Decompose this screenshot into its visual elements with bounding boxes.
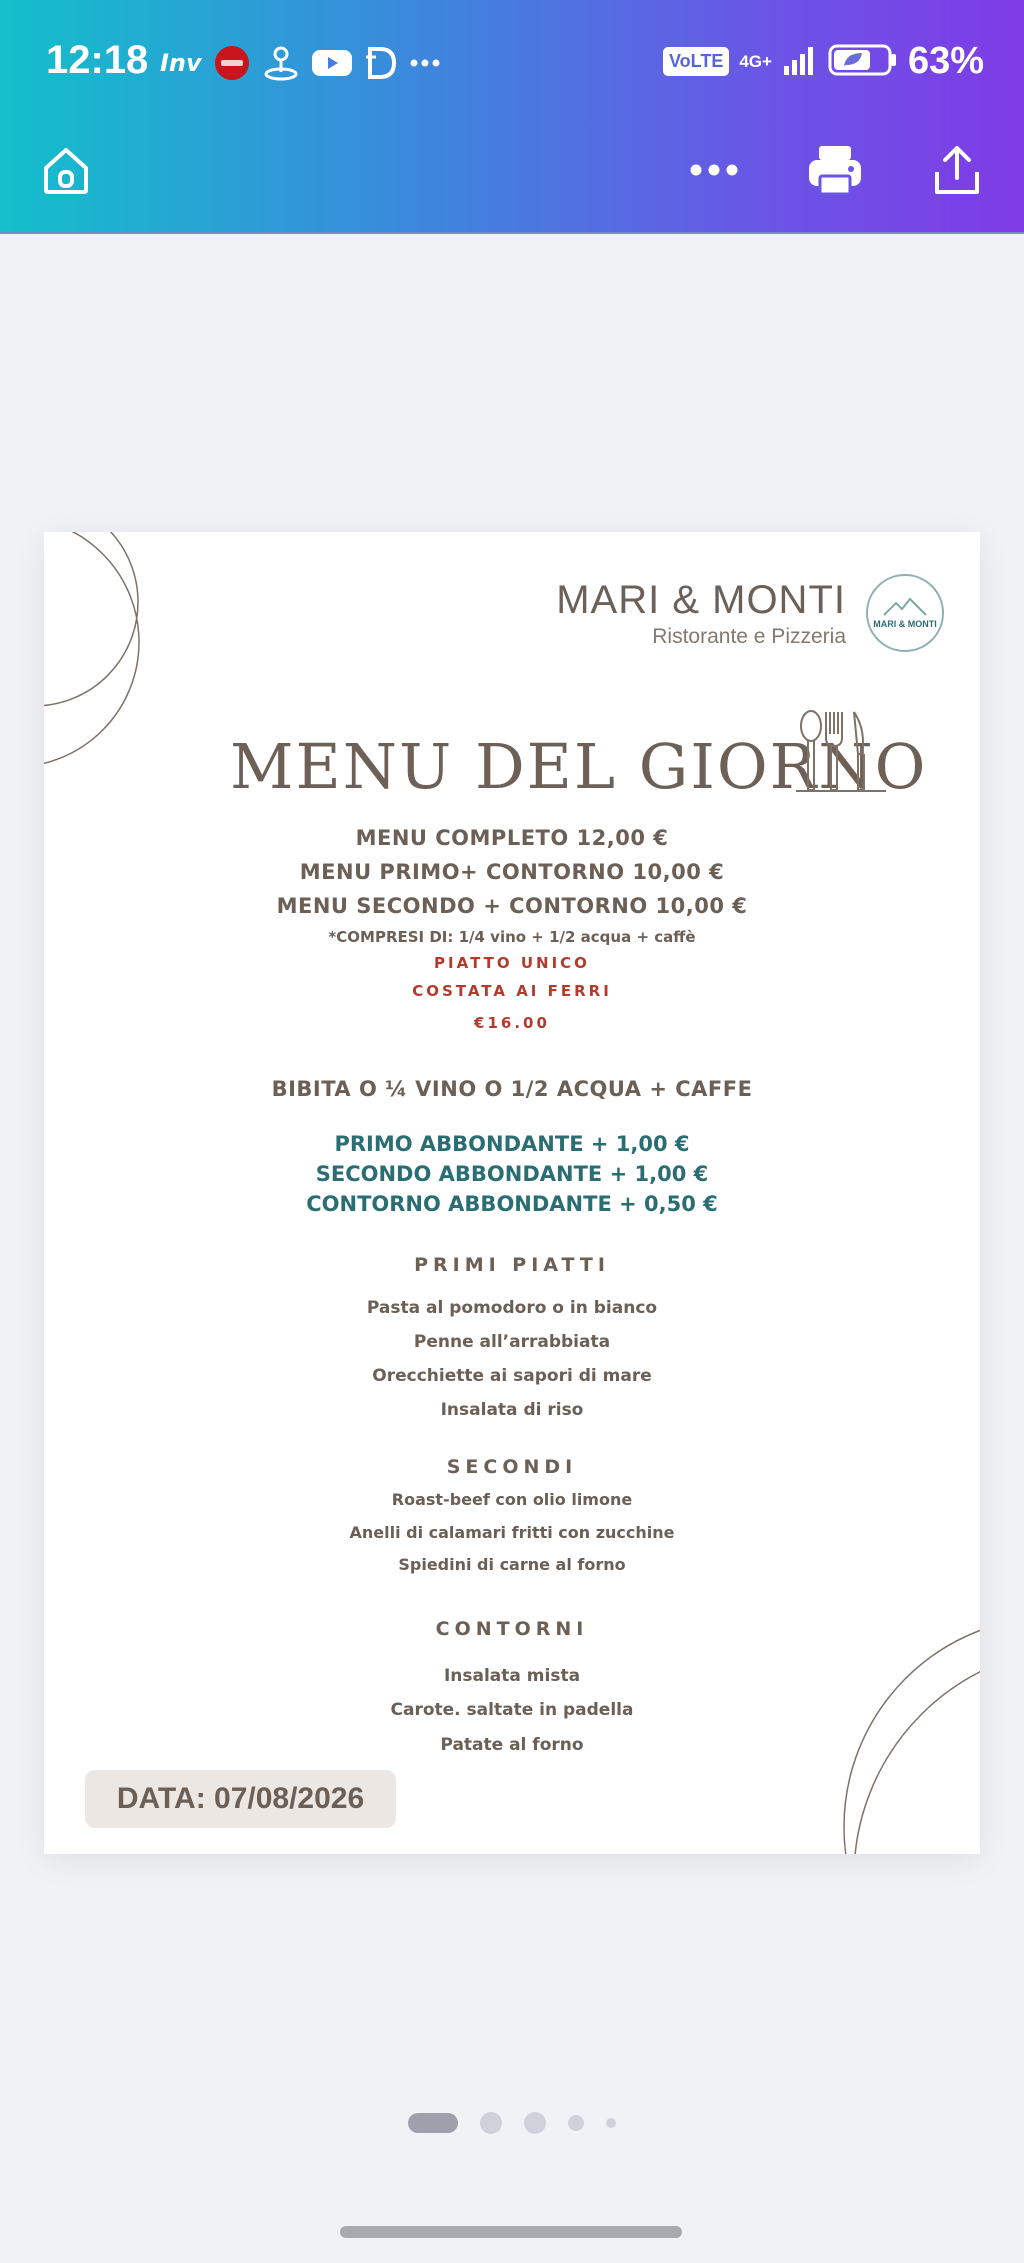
menu-primo-line: MENU PRIMO+ CONTORNO 10,00 € [299, 860, 725, 884]
print-button[interactable] [795, 130, 875, 210]
page-dot[interactable] [568, 2115, 584, 2131]
secondi-item: Spiedini di carne al forno [398, 1555, 626, 1574]
home-button[interactable] [26, 130, 106, 210]
menu-secondo-line: MENU SECONDO + CONTORNO 10,00 € [276, 894, 748, 918]
piatto-unico-price: €16.00 [474, 1014, 550, 1032]
primi-item: Orecchiette ai sapori di mare [372, 1366, 652, 1386]
secondi-item: Anelli di calamari fritti con zucchine [349, 1523, 675, 1542]
brand-logo [866, 574, 944, 652]
more-notifications-icon [410, 58, 440, 68]
brand-subtitle: Ristorante e Pizzeria [652, 625, 846, 648]
drink-line: BIBITA O ¼ VINO O 1/2 ACQUA + CAFFE [271, 1077, 753, 1101]
mountain-icon [882, 597, 928, 617]
primi-item: Penne all’arrabbiata [413, 1332, 611, 1352]
menu-title: MENU DEL GIORNO [230, 730, 928, 803]
share-button[interactable] [917, 130, 997, 210]
contorni-title: CONTORNI [435, 1618, 589, 1640]
home-icon [38, 142, 94, 198]
logo-text: MARI & MONTI [873, 619, 937, 629]
battery-icon [828, 43, 898, 81]
primi-item: Pasta al pomodoro o in bianco [366, 1298, 658, 1318]
carrier-label: Inv [160, 49, 202, 77]
secondi-title: SECONDI [446, 1456, 578, 1478]
contorni-item: Patate al forno [440, 1735, 584, 1755]
contorni-item: Insalata mista [443, 1666, 581, 1686]
status-notification-icons [160, 44, 440, 82]
secondi-item: Roast-beef con olio limone [391, 1490, 633, 1509]
youtube-icon [312, 48, 352, 78]
signal-icon [782, 44, 818, 80]
extra-secondo: SECONDO ABBONDANTE + 1,00 € [315, 1162, 709, 1186]
gesture-home-bar[interactable] [340, 2226, 682, 2238]
menu-completo-line: MENU COMPLETO 12,00 € [355, 826, 669, 850]
date-badge: DATA: 07/08/2026 [85, 1770, 396, 1828]
contorni-item: Carote. saltate in padella [390, 1700, 634, 1720]
extra-contorno: CONTORNO ABBONDANTE + 0,50 € [306, 1192, 718, 1216]
brand-name: MARI & MONTI [556, 578, 846, 622]
more-icon [686, 160, 742, 180]
cutlery-icon [796, 710, 886, 794]
piatto-unico-label: PIATTO UNICO [434, 954, 590, 972]
volte-badge: VoLTE [663, 47, 729, 76]
menu-document[interactable] [44, 532, 980, 1854]
signal-type: 4G+ [739, 51, 772, 71]
status-right [663, 40, 984, 83]
top-bar [0, 0, 1024, 234]
page-dot[interactable] [524, 2112, 546, 2134]
brand-block [556, 578, 846, 649]
primi-item: Insalata di riso [440, 1400, 584, 1420]
primi-title: PRIMI PIATTI [414, 1254, 610, 1276]
page-dot[interactable] [480, 2112, 502, 2134]
print-icon [805, 142, 865, 198]
piatto-unico-dish: COSTATA AI FERRI [412, 982, 612, 1000]
page-indicator [0, 2112, 1024, 2134]
page-dot-active[interactable] [408, 2113, 458, 2133]
more-button[interactable] [674, 130, 754, 210]
page-dot[interactable] [606, 2118, 616, 2128]
included-note: *COMPRESI DI: 1/4 vino + 1/2 acqua + caffè [328, 928, 696, 946]
d-app-icon [364, 45, 398, 81]
status-time: 12:18 [46, 38, 149, 82]
extra-primo: PRIMO ABBONDANTE + 1,00 € [334, 1132, 690, 1156]
battery-percent: 63% [907, 40, 984, 82]
location-icon [262, 44, 300, 82]
app-notification-icon [214, 45, 250, 81]
share-icon [929, 142, 985, 198]
